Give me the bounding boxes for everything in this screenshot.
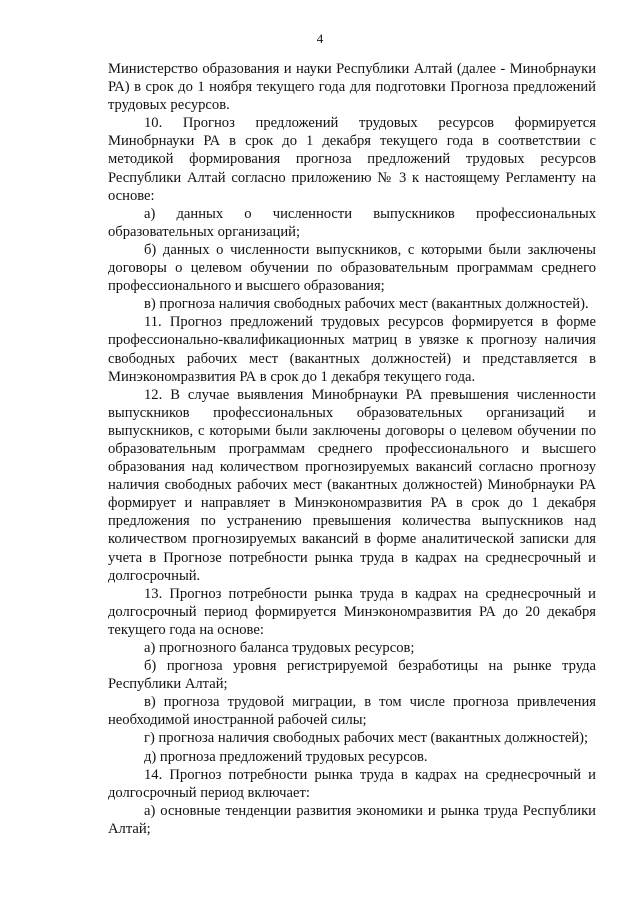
- page-number: 4: [316, 31, 324, 46]
- paragraph: 14. Прогноз потребности рынка труда в кадрах на среднесрочный и долгосрочный период включает:: [108, 766, 596, 801]
- paragraph: г) прогноза наличия свободных рабочих мест (вакантных должностей);: [144, 730, 589, 747]
- paragraph: а) основные тенденции развития экономики и рынка труда Республики Алтай;: [108, 802, 596, 837]
- paragraph: д) прогноза предложений трудовых ресурсов.: [144, 748, 428, 765]
- paragraph: а) данных о численности выпускников профессиональных образовательных организаций;: [108, 205, 596, 240]
- paragraph: б) данных о численности выпускников, с которыми были заключены договоры о целевом обучении по образовательным программам среднего профессионального и высшего образования;: [108, 241, 596, 295]
- document-body: [108, 60, 596, 838]
- paragraph: б) прогноза уровня регистрируемой безработицы на рынке труда Республики Алтай;: [108, 658, 596, 693]
- paragraph: 12. В случае выявления Минобрнауки РА превышения численности выпускников профессиональных образовательных организаций и выпускников, с которыми были заключены договоры о целевом обучении по образовательным программам среднего профессионального и высшего образования над количеством прогнозируемых вакансий согласно прогнозу наличия свободных рабочих мест (вакантных должностей) Минобрнауки РА формирует и направляет в Минэкономразвития РА в срок до 1 декабря предложения по устранению превышения количества выпускников над количеством прогнозируемых вакансий в форме аналитической записки для учета в Прогнозе потребности рынка труда в кадрах на среднесрочный и долгосрочный.: [108, 386, 596, 584]
- paragraph: 11. Прогноз предложений трудовых ресурсов формируется в форме профессионально-квалификационных матриц в увязке к прогнозу наличия свободных рабочих мест (вакантных должностей) и представляется в Минэкономразвития РА в срок до 1 декабря текущего года.: [108, 314, 596, 385]
- paragraph: 13. Прогноз потребности рынка труда в кадрах на среднесрочный и долгосрочный период формируется Минэкономразвития РА до 20 декабря текущего года на основе:: [108, 585, 596, 638]
- paragraph: в) прогноза наличия свободных рабочих мест (вакантных должностей).: [144, 296, 589, 313]
- paragraph: Министерство образования и науки Республики Алтай (далее - Минобрнауки РА) в срок до 1 ноября текущего года для подготовки Прогноза предложений трудовых ресурсов.: [108, 61, 596, 114]
- paragraph: 10. Прогноз предложений трудовых ресурсов формируется Минобрнауки РА в срок до 1 декабря текущего года в соответствии с методикой формирования прогноза предложений трудовых ресурсов Республики Алтай согласно приложению № 3 к настоящему Регламенту на основе:: [108, 115, 596, 204]
- paragraph: а) прогнозного баланса трудовых ресурсов;: [144, 640, 415, 656]
- paragraph: в) прогноза трудовой миграции, в том числе прогноза привлечения необходимой иностранной рабочей силы;: [108, 694, 596, 729]
